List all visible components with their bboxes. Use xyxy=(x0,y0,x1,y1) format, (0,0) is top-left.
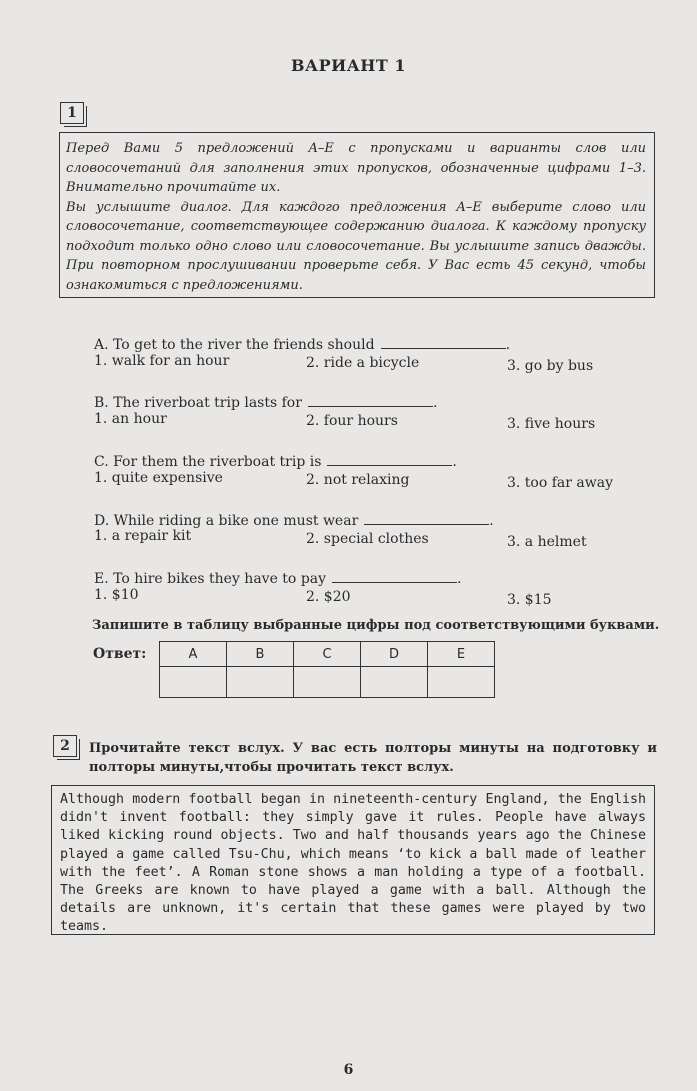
answer-table xyxy=(159,641,495,698)
question-b-option-3: 3. five hours xyxy=(507,416,596,432)
answer-cell-a[interactable] xyxy=(160,667,227,698)
answer-blank xyxy=(308,392,433,407)
answer-column-b: B xyxy=(227,642,294,667)
question-a-option-3: 3. go by bus xyxy=(507,358,594,374)
question-a-option-1: 1. walk for an hour xyxy=(94,353,230,369)
question-e-option-2: 2. $20 xyxy=(306,589,351,605)
answer-column-c: C xyxy=(294,642,361,667)
answer-cell-d[interactable] xyxy=(361,667,428,698)
answer-label: Ответ: xyxy=(93,646,147,662)
question-b: B. The riverboat trip lasts for . xyxy=(94,392,437,411)
instruction-paragraph-1: Перед Вами 5 предложений A–E с пропусками и варианты слов или словосочетаний для заполнения этих пропусков, обозначенные цифрами 1–3. Внимательно прочитайте их. xyxy=(66,141,646,195)
question-d-stem: D. While riding a bike one must wear xyxy=(94,513,359,529)
answer-column-e: E xyxy=(428,642,495,667)
answer-blank xyxy=(364,510,489,525)
question-a-stem: A. To get to the river the friends should xyxy=(94,337,375,353)
question-c-option-3: 3. too far away xyxy=(507,475,613,491)
variant-title: ВАРИАНТ 1 xyxy=(291,56,406,75)
task-1-number: 1 xyxy=(60,102,84,124)
answer-column-a: A xyxy=(160,642,227,667)
question-c-option-1: 1. quite expensive xyxy=(94,470,223,486)
reading-text: Although modern football began in nineteenth-century England, the English didn't invent football: they simply gave it rules. People have always liked kicking round objects. Two and half thousands years ago the Chinese played a game called Tsu-Chu, which means ‘to kick a ball made of leather with the feet’. A Roman stone shows a man holding a type of a football. The Greeks are known to have played a game with a ball. Although the details are unknown, it's certain that these games were played by two teams. xyxy=(51,785,655,935)
task-2-instruction: Прочитайте текст вслух. У вас есть полторы минуты на подготовку и полторы минуты,чтобы прочитать текст вслух. xyxy=(89,741,657,775)
answer-cell-e[interactable] xyxy=(428,667,495,698)
question-c: C. For them the riverboat trip is . xyxy=(94,451,457,470)
page-number: 6 xyxy=(343,1062,354,1078)
answer-blank xyxy=(332,568,457,583)
write-instruction: Запишите в таблицу выбранные цифры под соответствующими буквами. xyxy=(92,618,660,633)
answer-blank xyxy=(327,451,452,466)
question-e-option-1: 1. $10 xyxy=(94,587,139,603)
question-c-stem: C. For them the riverboat trip is xyxy=(94,454,322,470)
answer-cell-b[interactable] xyxy=(227,667,294,698)
question-a: A. To get to the river the friends should . xyxy=(94,334,510,353)
question-e: E. To hire bikes they have to pay . xyxy=(94,568,462,587)
question-e-stem: E. To hire bikes they have to pay xyxy=(94,571,327,587)
answer-cell-c[interactable] xyxy=(294,667,361,698)
question-e-option-3: 3. $15 xyxy=(507,592,552,608)
task-1-instructions xyxy=(59,132,655,298)
task-2-number: 2 xyxy=(53,735,77,757)
question-a-option-2: 2. ride a bicycle xyxy=(306,355,420,371)
instruction-paragraph-2: Вы услышите диалог. Для каждого предложения A–E выберите слово или словосочетание, соответствующее содержанию диалога. К каждому пропуску подходит только одно слово или словосочетание. Вы услышите запись дважды. При повторном прослушивании проверьте себя. У Вас есть 45 секунд, чтобы ознакомиться с предложениями. xyxy=(66,199,646,293)
question-d-option-1: 1. a repair kit xyxy=(94,528,192,544)
question-c-option-2: 2. not relaxing xyxy=(306,472,410,488)
question-d-option-2: 2. special clothes xyxy=(306,531,429,547)
answer-blank xyxy=(381,334,506,349)
question-d-option-3: 3. a helmet xyxy=(507,534,587,550)
question-d: D. While riding a bike one must wear . xyxy=(94,510,494,529)
question-b-option-1: 1. an hour xyxy=(94,411,167,427)
question-b-stem: B. The riverboat trip lasts for xyxy=(94,395,302,411)
question-b-option-2: 2. four hours xyxy=(306,413,398,429)
answer-column-d: D xyxy=(361,642,428,667)
